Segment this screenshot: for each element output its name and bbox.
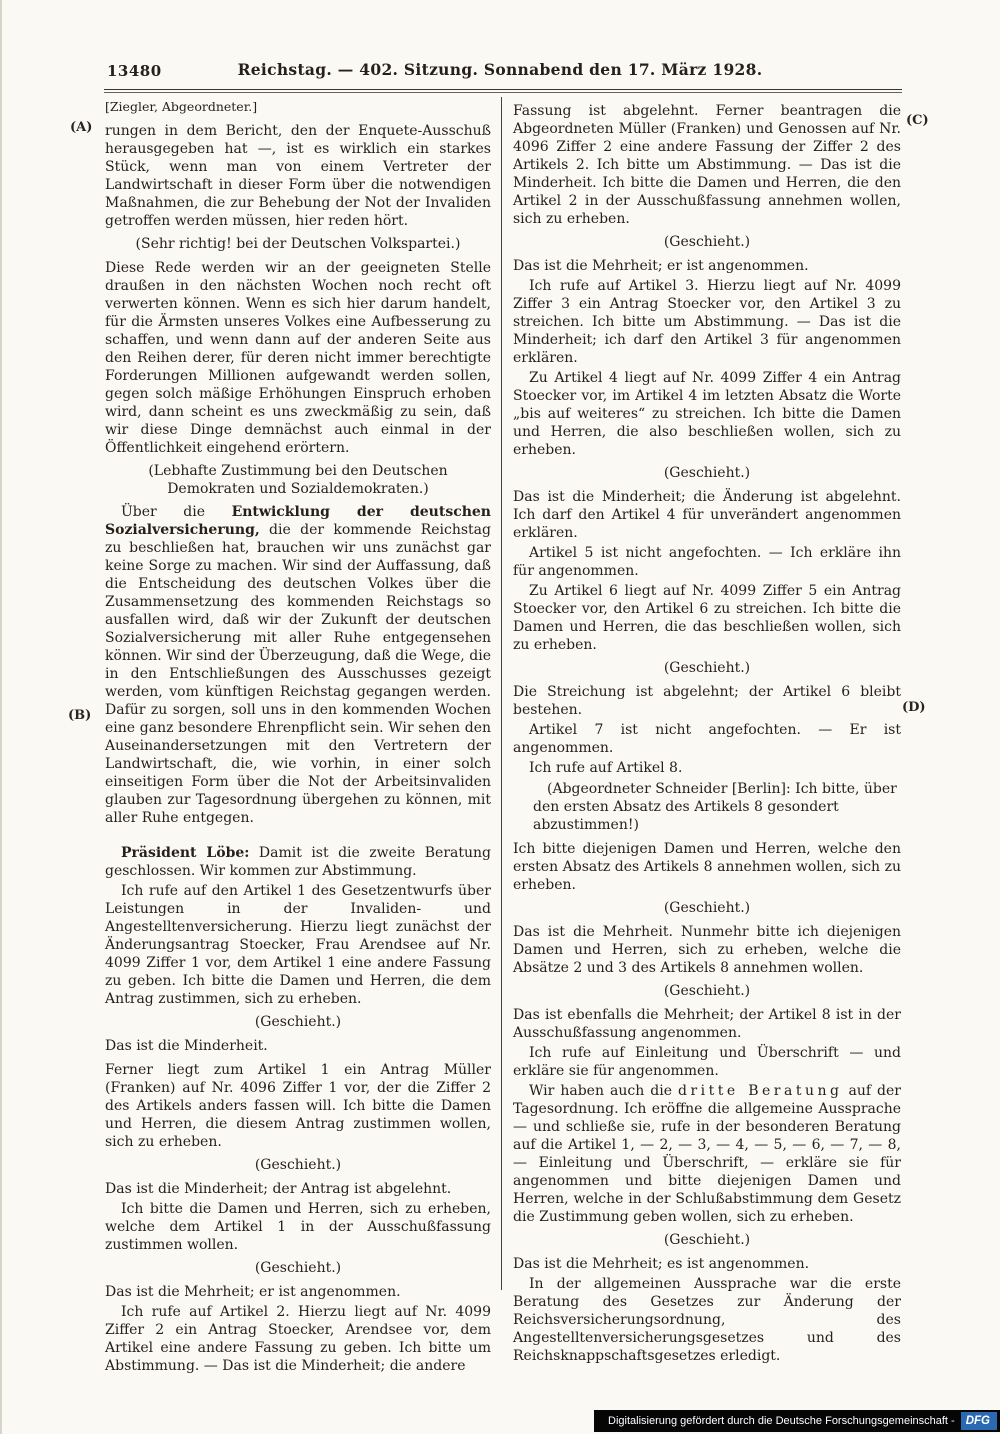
text-run: Das ist die Mehrheit; er ist angenommen. — [105, 1284, 401, 1300]
paragraph — [105, 462, 491, 498]
text-run: Ich rufe auf Artikel 3. Hierzu liegt auf Nr. 4099 Ziffer 3 ein Antrag Stoecker vor, den Artikel 3 zu streichen. Ich bitte um Abstimmung. — Das ist die Minderheit; ich darf den Artikel 3 für angenommen erklären. — [513, 278, 901, 366]
page-header — [0, 60, 1000, 86]
paragraph — [513, 277, 901, 367]
text-run: Ich rufe auf den Artikel 1 des Gesetzentwurfs über Leistungen in der Invaliden- und Angestelltenversicherung. Hierzu liegt zunächst der Änderungsantrag Stoecker, Frau Arendsee auf Nr. 4099 Ziffer 1 vor, dem Artikel 1 eine andere Fassung zu geben. Ich bitte die Damen und Herren, die dem Antrag zustimmen, sich zu erheben. — [105, 883, 491, 1007]
page-number: 13480 — [107, 62, 162, 80]
text-run: Ferner liegt zum Artikel 1 ein Antrag Müller (Franken) auf Nr. 4096 Ziffer 1 vor, der die Ziffer 2 des Artikels anders fassen will. Ich bitte die Damen und Herren, die diesem Antrag zustimmen wollen, sich zu erheben. — [105, 1062, 491, 1150]
paragraph — [105, 1259, 491, 1277]
paragraph — [513, 1275, 901, 1365]
paragraph — [105, 1303, 491, 1375]
paragraph — [105, 1156, 491, 1174]
text-run: die der kommende Reichstag zu beschließen hat, brauchen wir uns zunächst gar keine Sorge zu machen. Wir sind der Auffassung, daß die Entscheidung des deutschen Volkes über die Zusammensetzung des kommenden Reichstags so ausfallen wird, daß wir der Zukunft der deutschen Sozialversicherung mit aller Ruhe entgegensehen können. Wir sind der Überzeugung, daß die Wege, die in den Entschließungen des Ausschusses gezeigt werden, vom künftigen Reichstag gegangen werden. Dafür zu sorgen, soll uns in den kommenden Wochen eine ganz besondere Ehrenpflicht sein. Wir sehen den Auseinandersetzungen mit den Vertretern der Landwirtschaft, die, wie vorhin, in einer solch einseitigen Form über die Not der Arbeitsinvaliden glauben zur Tagesordnung übergehen zu können, mit aller Ruhe entgegen. — [105, 522, 491, 826]
text-run: auf der Tagesordnung. Ich eröffne die allgemeine Aussprache — und schließe sie, rufe in der besonderen Beratung auf die Artikel 1, — 2, — 3, — 4, — 5, — 6, — 7, — 8, — Einleitung und Überschrift, — erkläre sie für angenommen und bitte diejenigen Damen und Herren, welche in der Schlußabstimmung dem Gesetz die Zustimmung geben wollen, sich zu erheben. — [513, 1083, 901, 1225]
paragraph — [105, 122, 491, 230]
page-header-title: Reichstag. — 402. Sitzung. Sonnabend den 17. März 1928. — [237, 60, 763, 79]
text-run: Die Streichung ist abgelehnt; der Artikel 6 bleibt bestehen. — [513, 684, 901, 718]
paragraph — [513, 464, 901, 482]
paragraph — [513, 1082, 901, 1226]
text-run: rungen in dem Bericht, den der Enquete-Ausschuß herausgegeben hat —, ist es wirklich ein starkes Stück, wenn man von einem Vertreter der Landwirtschaft in dieser Form über die notwendigen Maßnahmen, die zur Behebung der Not der Invaliden getroffen werden müssen, hier reden hört. — [105, 123, 491, 229]
emphasized-text: Präsident Löbe: — [121, 845, 250, 861]
text-run: Fassung ist abgelehnt. Ferner beantragen die Abgeordneten Müller (Franken) und Genossen auf Nr. 4096 Ziffer 2 eine andere Fassung der Ziffer 2 des Artikels 2. Ich bitte um Abstimmung. — Das ist die Minderheit. Ich bitte die Damen und Herren, die den Artikel 2 in der Ausschußfassung annehmen wollen, sich zu erheben. — [513, 103, 901, 227]
header-rule-secondary — [104, 92, 902, 93]
text-run: Artikel 7 ist nicht angefochten. — Er ist angenommen. — [513, 722, 901, 756]
text-run: (Geschieht.) — [254, 1014, 342, 1030]
paragraph — [513, 233, 901, 251]
paragraph — [513, 544, 901, 580]
paragraph — [105, 844, 491, 880]
paragraph — [513, 659, 901, 677]
text-run: Zu Artikel 4 liegt auf Nr. 4099 Ziffer 4 ein Antrag Stoecker vor, im Artikel 4 im letzten Absatz die Worte „bis auf weiteres“ zu streichen. Ich bitte die Damen und Herren, die also beschließen wollen, sich zu erheben. — [513, 370, 901, 458]
paragraph — [513, 102, 901, 228]
paragraph — [513, 923, 901, 977]
text-run: (Geschieht.) — [254, 1157, 342, 1173]
paragraph — [513, 582, 901, 654]
paragraph — [513, 257, 901, 275]
paragraph — [105, 1013, 491, 1031]
paragraph — [105, 1200, 491, 1254]
paragraph — [513, 721, 901, 757]
scan-edge-artifact — [0, 0, 2, 1434]
paragraph — [105, 1180, 491, 1198]
text-run: [Ziegler, Abgeordneter.] — [105, 99, 258, 114]
paragraph — [513, 1006, 901, 1042]
paragraph — [105, 1283, 491, 1301]
text-run: Das ist die Minderheit. — [105, 1038, 268, 1054]
text-run: (Abgeordneter Schneider [Berlin]: Ich bitte, über den ersten Absatz des Artikels 8 gesondert abzustimmen!) — [533, 781, 897, 833]
text-run: Das ist die Mehrheit. Nunmehr bitte ich diejenigen Damen und Herren, sich zu erheben, welche die Absätze 2 und 3 des Artikels 8 annehmen wollen. — [513, 924, 901, 976]
left-text-column — [105, 98, 491, 1375]
paragraph — [513, 488, 901, 542]
margin-marker-b: (B) — [68, 708, 92, 723]
right-text-column — [513, 102, 901, 1365]
text-run: Zu Artikel 6 liegt auf Nr. 4099 Ziffer 5 ein Antrag Stoecker vor, den Artikel 6 zu streichen. Ich bitte die Damen und Herren, die das beschließen wollen, sich zu erheben. — [513, 583, 901, 653]
paragraph — [105, 1037, 491, 1055]
header-rule — [104, 89, 902, 90]
digitization-credit-text: Digitalisierung gefördert durch die Deutsche Forschungsgemeinschaft - — [608, 1415, 955, 1427]
paragraph — [513, 899, 901, 917]
paragraph — [513, 759, 901, 777]
text-run: Diese Rede werden wir an der geeigneten Stelle draußen in den nächsten Wochen noch recht oft verwerten können. Wenn es sich hier darum handelt, für die Ärmsten unseres Volkes eine Aufbesserung zu schaffen, und wenn dann auf der anderen Seite aus den Reihen derer, für deren nicht immer berechtigte Forderungen Millionen aufgewandt werden sollen, gegen solch mäßige Erhöhungen Einspruch erhoben wird, dann scheint es uns zweckmäßig zu sein, daß wir diese Dinge demnächst auch einmal in der Öffentlichkeit eingehend erörtern. — [105, 260, 491, 456]
digitization-footer-bar — [594, 1410, 1000, 1432]
spaced-text: dritte Beratung — [678, 1083, 843, 1099]
text-run: Das ist ebenfalls die Mehrheit; der Artikel 8 ist in der Ausschußfassung angenommen. — [513, 1007, 901, 1041]
margin-marker-c: (C) — [906, 113, 929, 128]
paragraph — [513, 1044, 901, 1080]
text-run: Ich bitte die Damen und Herren, sich zu erheben, welche dem Artikel 1 in der Ausschußfassung zustimmen wollen. — [105, 1201, 491, 1253]
text-run: (Sehr richtig! bei der Deutschen Volkspartei.) — [135, 236, 461, 252]
text-run: (Geschieht.) — [663, 983, 751, 999]
paragraph — [105, 235, 491, 253]
margin-marker-a: (A) — [70, 120, 93, 135]
text-run: Das ist die Minderheit; der Antrag ist abgelehnt. — [105, 1181, 452, 1197]
text-run: Artikel 5 ist nicht angefochten. — Ich erkläre ihn für angenommen. — [513, 545, 901, 579]
text-run: Das ist die Mehrheit; es ist angenommen. — [513, 1256, 810, 1272]
text-run: Ich bitte diejenigen Damen und Herren, welche den ersten Absatz des Artikels 8 annehmen wollen, sich zu erheben. — [513, 841, 901, 893]
text-run: (Geschieht.) — [663, 660, 751, 676]
text-run: (Geschieht.) — [663, 465, 751, 481]
column-divider — [501, 97, 502, 1290]
text-run: Ich rufe auf Artikel 8. — [529, 760, 683, 776]
text-run: Über die — [121, 504, 232, 520]
margin-marker-d: (D) — [902, 700, 926, 715]
text-run: Ich rufe auf Einleitung und Überschrift — und erkläre sie für angenommen. — [513, 1045, 901, 1079]
paragraph — [513, 683, 901, 719]
paragraph — [105, 259, 491, 457]
paragraph — [513, 840, 901, 894]
text-run: Wir haben auch die — [529, 1083, 679, 1099]
paragraph — [105, 503, 491, 827]
text-run: In der allgemeinen Aussprache war die erste Beratung des Gesetzes zur Änderung der Reichsversicherungsordnung, des Angestelltenversicherungsgesetzes und des Reichsknappschaftsgesetzes erledigt. — [513, 1276, 901, 1364]
text-run: Das ist die Mehrheit; er ist angenommen. — [513, 258, 809, 274]
paragraph — [105, 1061, 491, 1151]
paragraph — [533, 780, 901, 834]
paragraph — [513, 982, 901, 1000]
text-run: Das ist die Minderheit; die Änderung ist abgelehnt. Ich darf den Artikel 4 für unverändert angenommen erklären. — [513, 489, 901, 541]
text-run: (Lebhafte Zustimmung bei den Deutschen Demokraten und Sozialdemokraten.) — [148, 463, 448, 497]
dfg-logo: DFG — [961, 1412, 997, 1430]
paragraph — [105, 882, 491, 1008]
text-run: (Geschieht.) — [663, 1232, 751, 1248]
text-run: (Geschieht.) — [254, 1260, 342, 1276]
paragraph — [513, 1231, 901, 1249]
text-run: (Geschieht.) — [663, 900, 751, 916]
paragraph — [513, 369, 901, 459]
text-run: Damit ist die zweite Beratung geschlossen. Wir kommen zur Abstimmung. — [105, 845, 491, 879]
emphasized-text: Entwicklung der deutschen Sozialversicherung, — [105, 504, 491, 538]
paragraph — [105, 98, 491, 116]
text-run: Ich rufe auf Artikel 2. Hierzu liegt auf Nr. 4099 Ziffer 2 ein Antrag Stoecker, Arendsee vor, dem Artikel eine andere Fassung zu geben. Ich bitte um Abstimmung. — Das ist die Minderheit; die andere — [105, 1304, 491, 1374]
paragraph — [513, 1255, 901, 1273]
text-run: (Geschieht.) — [663, 234, 751, 250]
